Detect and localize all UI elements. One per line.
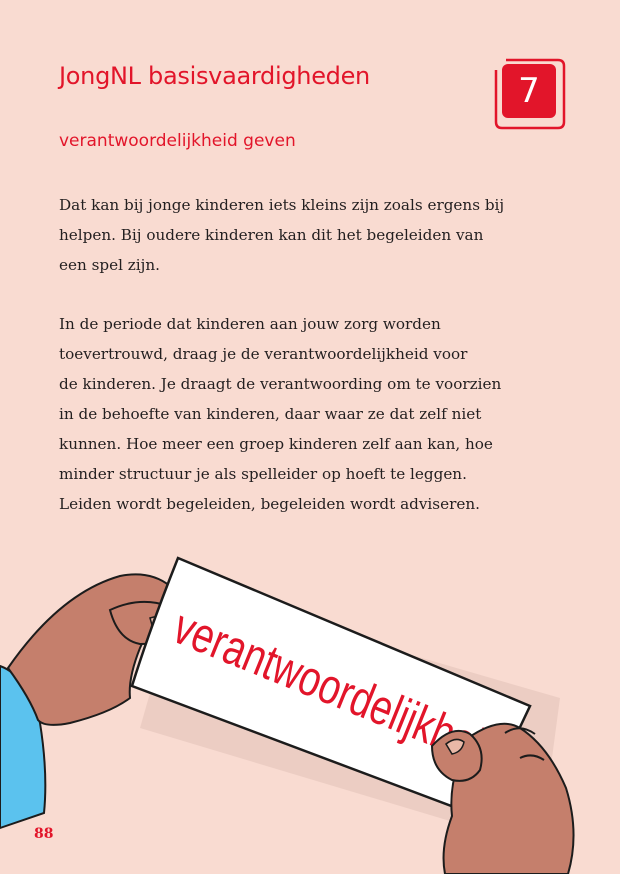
hands-holding-sign-illustration: [0, 548, 620, 874]
paragraph-main: In de periode dat kinderen aan jouw zorg worden toevertrouwd, draag je de verantwoordelijkheid voor de kinderen. Je draagt de verantwoording om te voorzien in de behoefte van kinderen, daar waar ze dat zelf niet kunnen. Hoe meer een groep kinderen zelf aan kan, hoe minder structuur je als spelleider op hoeft te leggen. Leiden wordt begeleiden, begeleiden wordt adviseren.: [59, 315, 502, 513]
paragraph-intro: Dat kan bij jonge kinderen iets kleins zijn zoals ergens bij helpen. Bij oudere kinderen kan dit het begeleiden van een spel zijn.: [59, 196, 505, 274]
sign-text: verantwoordelijkheid: [165, 598, 610, 821]
chapter-badge: [492, 56, 574, 132]
section-subtitle: verantwoordelijkheid geven: [59, 131, 296, 151]
page-number: 88: [34, 826, 54, 842]
page-title: JongNL basisvaardigheden: [59, 62, 370, 90]
chapter-number: 7: [502, 64, 556, 118]
